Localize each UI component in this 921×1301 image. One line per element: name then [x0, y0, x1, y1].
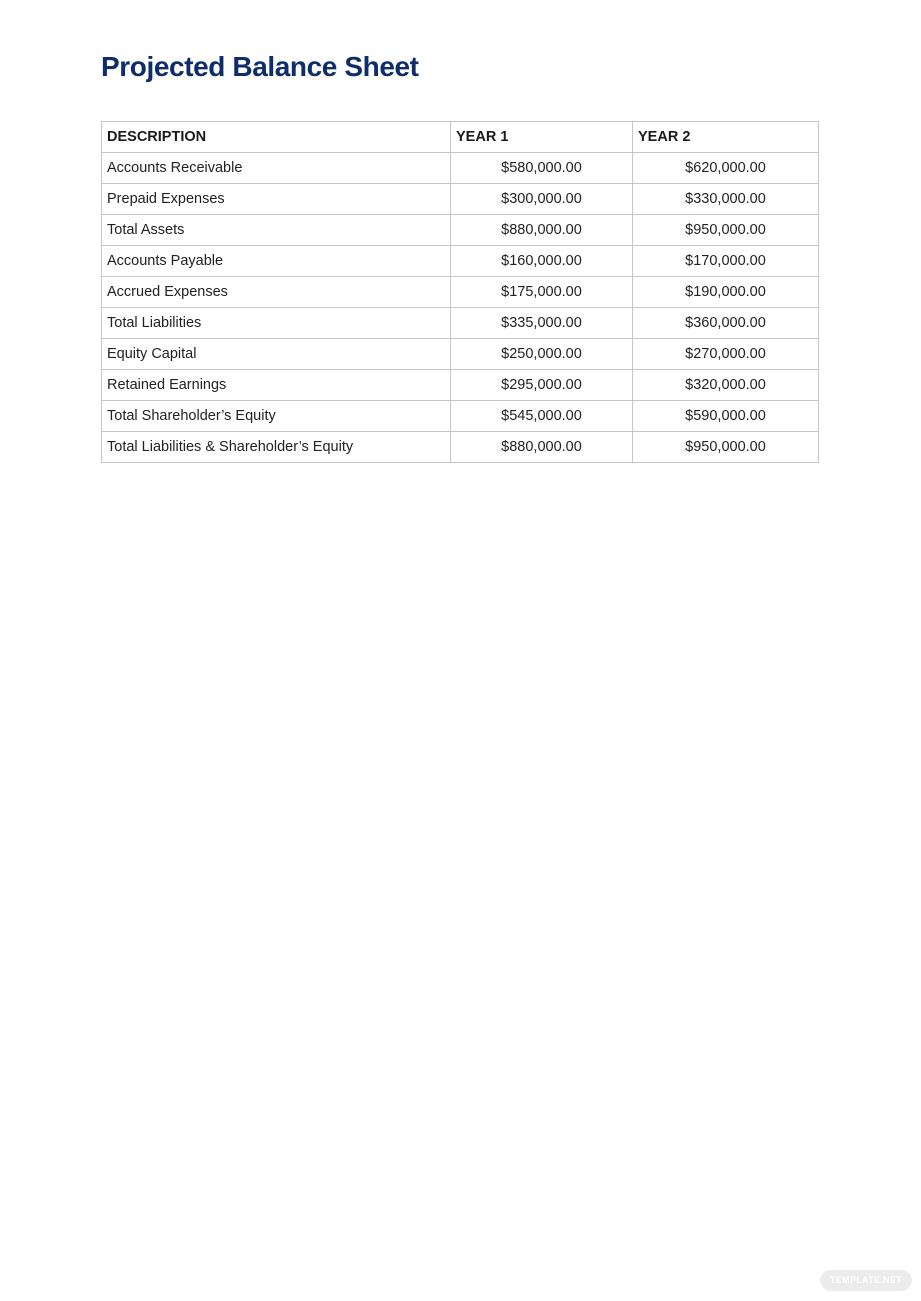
balance-sheet-table	[101, 121, 819, 463]
row-year-1-value: $295,000.00	[451, 370, 633, 401]
row-description: Total Liabilities & Shareholder’s Equity	[102, 432, 451, 463]
row-year-1-value: $300,000.00	[451, 184, 633, 215]
row-year-1-value: $160,000.00	[451, 246, 633, 277]
row-description: Prepaid Expenses	[102, 184, 451, 215]
column-header-year-1: YEAR 1	[451, 122, 633, 153]
row-year-2-value: $190,000.00	[633, 277, 819, 308]
row-description: Total Assets	[102, 215, 451, 246]
row-year-2-value: $270,000.00	[633, 339, 819, 370]
row-year-1-value: $175,000.00	[451, 277, 633, 308]
table-row	[102, 308, 819, 339]
row-year-2-value: $950,000.00	[633, 215, 819, 246]
row-year-2-value: $620,000.00	[633, 153, 819, 184]
page-title: Projected Balance Sheet	[101, 51, 419, 82]
row-year-1-value: $880,000.00	[451, 432, 633, 463]
table-row	[102, 246, 819, 277]
row-year-2-value: $590,000.00	[633, 401, 819, 432]
row-year-2-value: $950,000.00	[633, 432, 819, 463]
table-row	[102, 184, 819, 215]
table-row	[102, 153, 819, 184]
row-description: Retained Earnings	[102, 370, 451, 401]
row-description: Equity Capital	[102, 339, 451, 370]
template-net-watermark: TEMPLATE.NET	[820, 1270, 912, 1291]
row-year-1-value: $250,000.00	[451, 339, 633, 370]
column-header-description: DESCRIPTION	[102, 122, 451, 153]
row-year-1-value: $335,000.00	[451, 308, 633, 339]
row-year-2-value: $330,000.00	[633, 184, 819, 215]
row-year-1-value: $545,000.00	[451, 401, 633, 432]
table-row	[102, 215, 819, 246]
row-description: Total Liabilities	[102, 308, 451, 339]
row-description: Accounts Payable	[102, 246, 451, 277]
table-row	[102, 401, 819, 432]
table-row	[102, 277, 819, 308]
table-row	[102, 370, 819, 401]
row-description: Total Shareholder’s Equity	[102, 401, 451, 432]
table-row	[102, 339, 819, 370]
table-header-row	[102, 122, 819, 153]
table-row	[102, 432, 819, 463]
row-year-2-value: $320,000.00	[633, 370, 819, 401]
column-header-year-2: YEAR 2	[633, 122, 819, 153]
row-year-2-value: $170,000.00	[633, 246, 819, 277]
row-description: Accrued Expenses	[102, 277, 451, 308]
row-description: Accounts Receivable	[102, 153, 451, 184]
row-year-2-value: $360,000.00	[633, 308, 819, 339]
row-year-1-value: $580,000.00	[451, 153, 633, 184]
row-year-1-value: $880,000.00	[451, 215, 633, 246]
